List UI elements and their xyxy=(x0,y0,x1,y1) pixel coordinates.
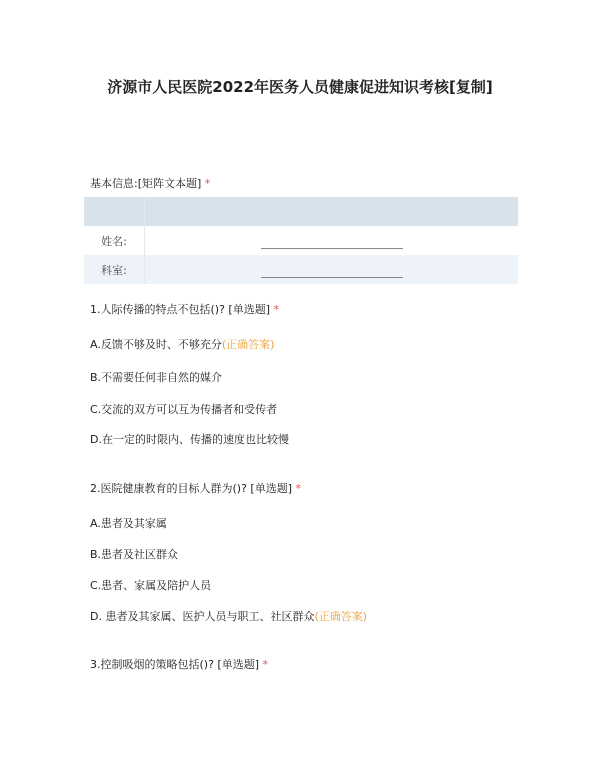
option xyxy=(90,577,211,593)
option xyxy=(90,515,167,531)
option xyxy=(90,546,178,562)
option-text: D. 患者及其家属、医护人员与职工、社区群众 xyxy=(90,610,315,623)
question-text: 3.控制吸烟的策略包括()? [单选题] xyxy=(90,658,259,671)
question-text: 1.人际传播的特点不包括()? [单选题] xyxy=(90,303,270,316)
question-title xyxy=(90,656,268,672)
matrix-table xyxy=(84,197,518,284)
option xyxy=(90,401,277,417)
option xyxy=(90,431,289,447)
required-star: * xyxy=(262,658,268,671)
option-text: B.不需要任何非自然的媒介 xyxy=(90,371,223,384)
correct-answer-mark: (正确答案) xyxy=(221,338,275,351)
option-text: A.反馈不够及时、不够充分 xyxy=(90,338,222,351)
option xyxy=(90,336,274,352)
correct-answer-mark: (正确答案) xyxy=(314,610,368,623)
matrix-question-label xyxy=(90,175,210,191)
option-text: D.在一定的时限内、传播的速度也比较慢 xyxy=(90,433,289,446)
question-text: 基本信息:[矩阵文本题] xyxy=(90,177,202,190)
option-text: C.交流的双方可以互为传播者和受传者 xyxy=(90,403,278,416)
name-input[interactable] xyxy=(261,242,403,249)
option xyxy=(90,608,367,624)
option-text: A.患者及其家属 xyxy=(90,517,167,530)
required-star: * xyxy=(273,303,279,316)
option-text: C.患者、家属及陪护人员 xyxy=(90,579,212,592)
department-input[interactable] xyxy=(261,271,403,278)
row-label: 姓名: xyxy=(84,226,145,255)
page-title: 济源市人民医院2022年医务人员健康促进知识考核[复制] xyxy=(107,78,493,96)
question-text: 2.医院健康教育的目标人群为()? [单选题] xyxy=(90,482,292,495)
question-title xyxy=(90,480,301,496)
required-star: * xyxy=(295,482,301,495)
required-star: * xyxy=(204,177,211,190)
option-text: B.患者及社区群众 xyxy=(90,548,179,561)
question-title xyxy=(90,301,279,317)
row-label: 科室: xyxy=(84,255,145,284)
option xyxy=(90,369,222,385)
